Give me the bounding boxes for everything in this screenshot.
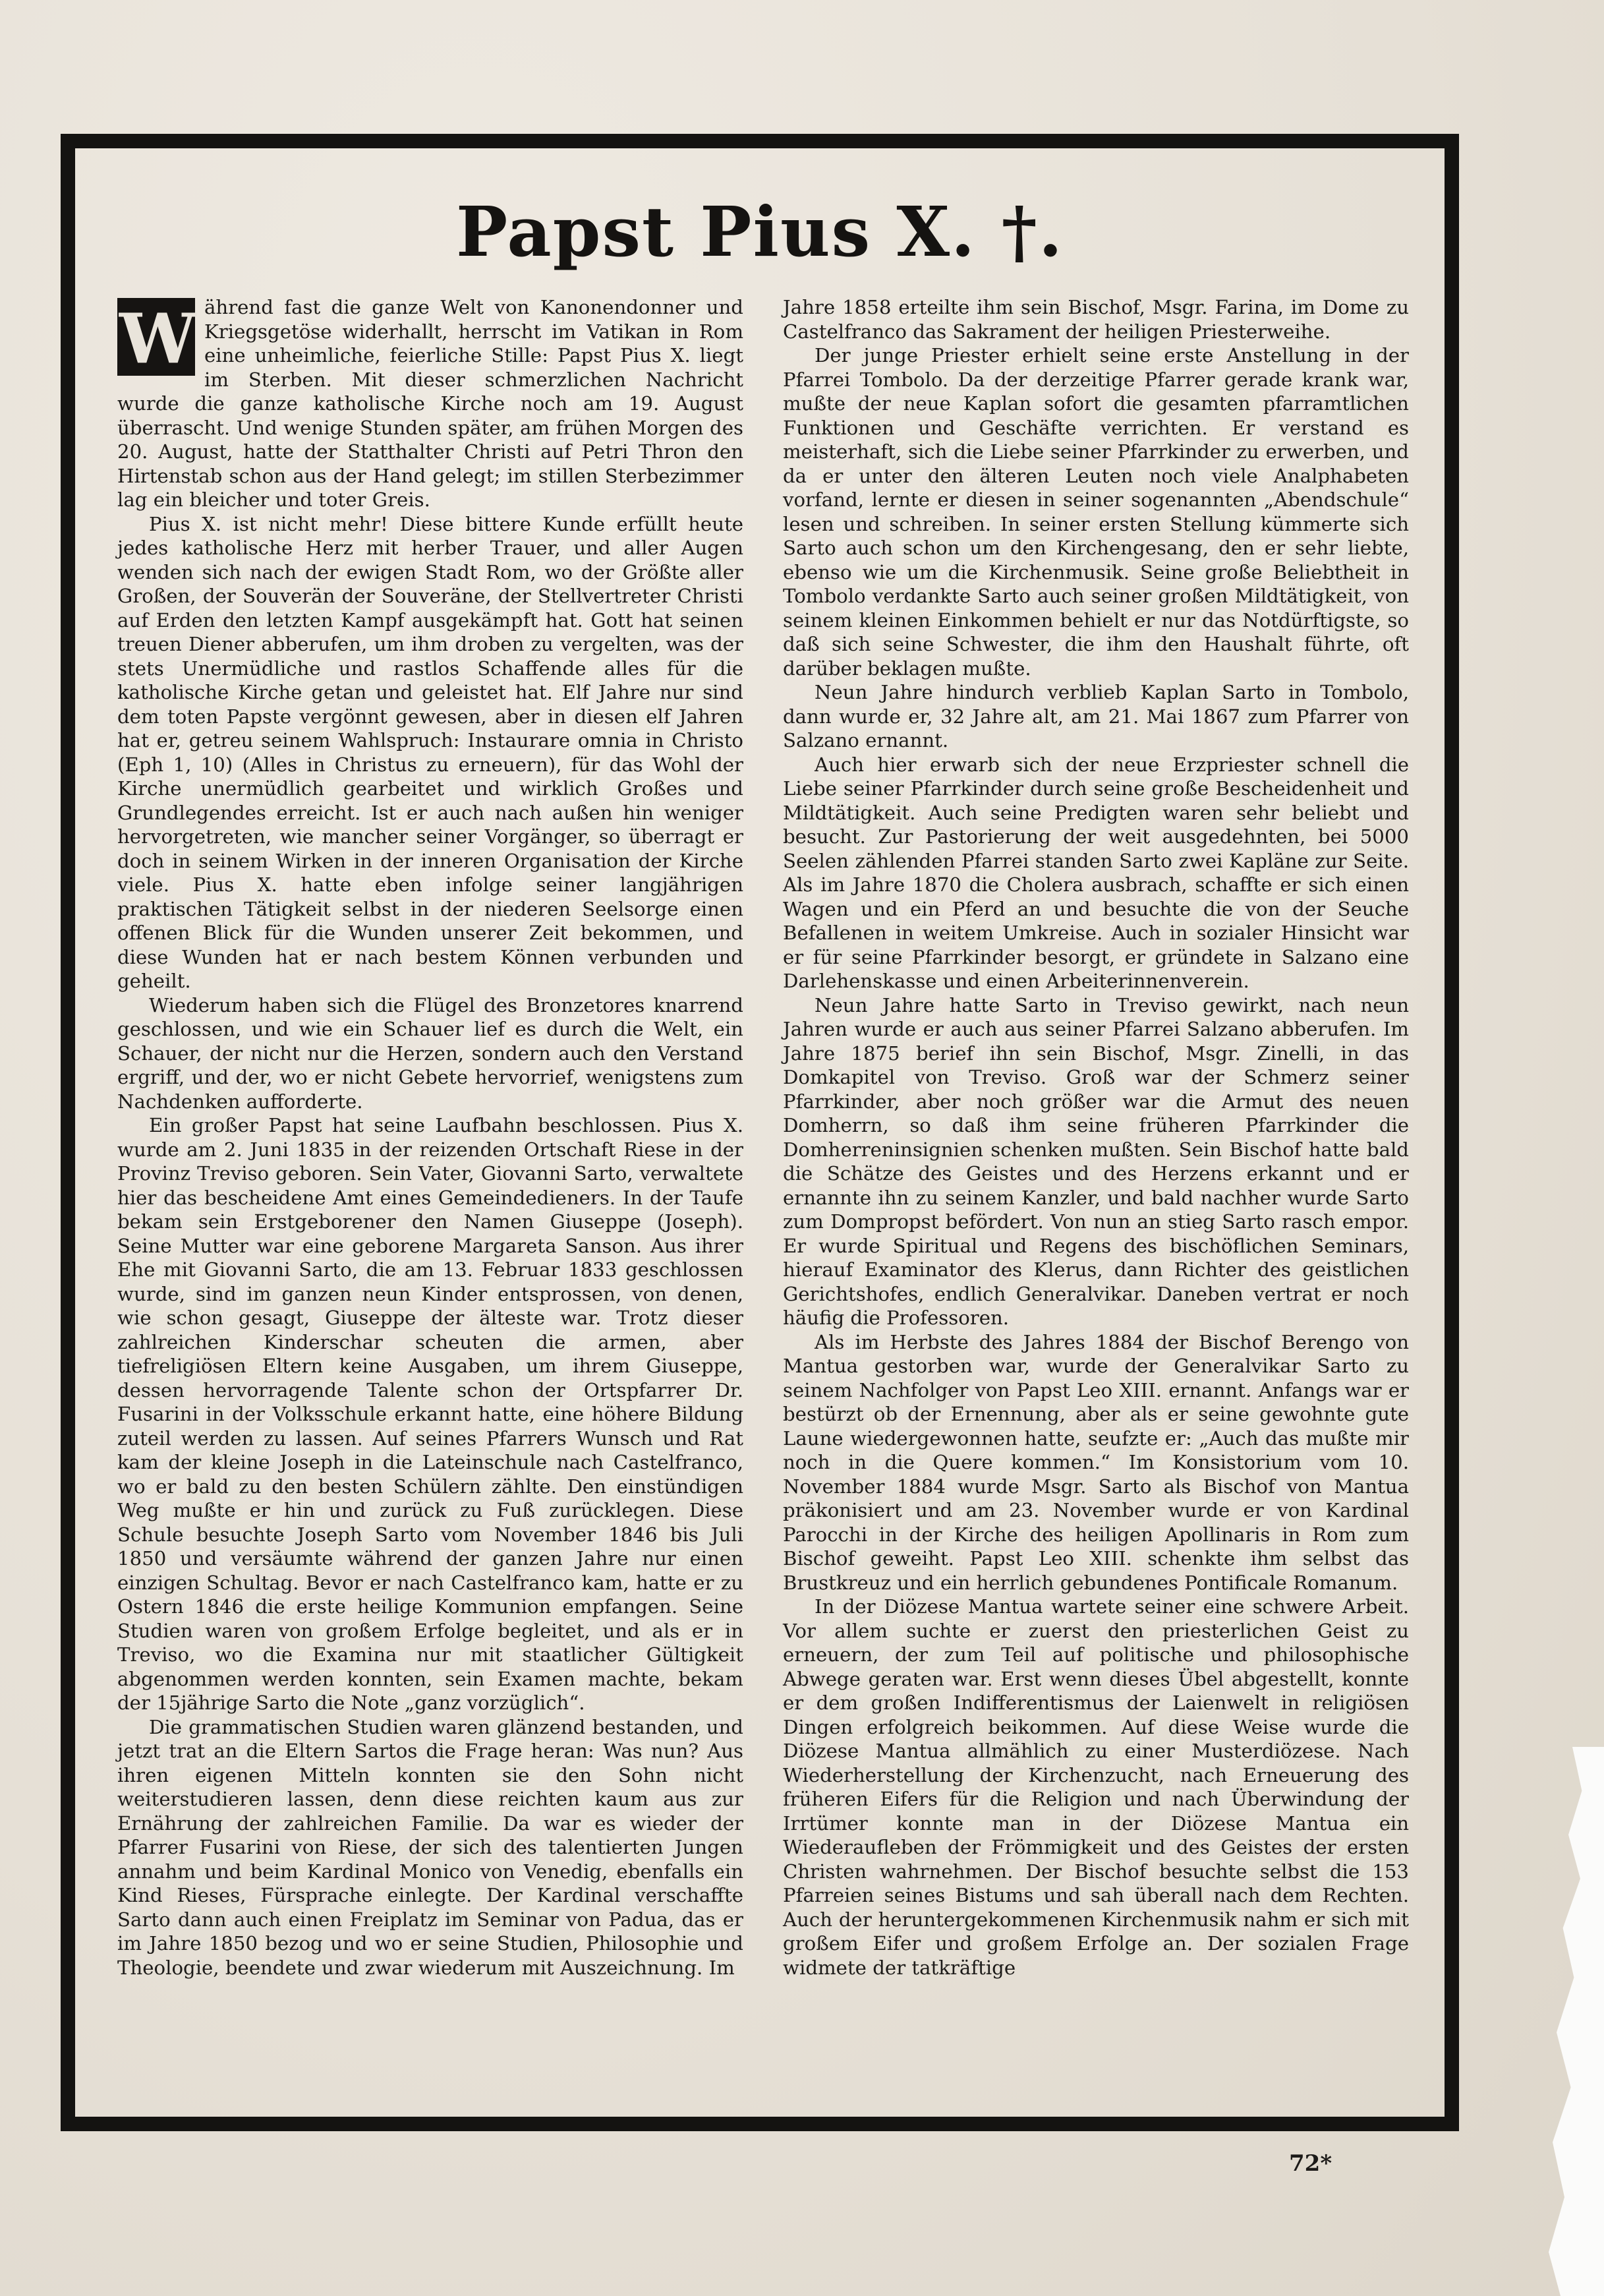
paragraph: Pius X. ist nicht mehr! Diese bittere Kunde erfüllt heute jedes katholische Herz mit herber Trauer, und aller Augen wenden sich nach der ewigen Stadt Rom, wo der Größte aller Großen, der Souverän der Souveräne, der Stellvertreter Christi auf Erden den letzten Kampf ausgekämpft hat. Gott hat seinen treuen Diener abberufen, um ihm droben zu vergelten, was der stets Unermüdliche und rastlos Schaffende alles für die katholische Kirche getan und geleistet hat. Elf Jahre nur sind dem toten Papste vergönnt gewesen, aber in diesen elf Jahren hat er, getreu seinem Wahlspruch: Instaurare omnia in Christo (Eph 1, 10) (Alles in Christus zu erneuern), für das Wohl der Kirche unermüdlich gearbeitet und wirklich Großes und Grundlegendes erreicht. Ist er auch nach außen hin weniger hervorgetreten, wie mancher seiner Vorgänger, so überragt er doch in seinem Wirken in der inneren Organisation der Kirche viele. Pius X. hatte eben infolge seiner langjährigen praktischen Tätigkeit selbst in der niederen Seelsorge einen offenen Blick für die Wunden unserer Zeit bekommen, und diese Wunden hat er nach bestem Können verbunden und geheilt. (117, 512, 743, 992)
left-column (117, 295, 743, 1980)
right-column (783, 295, 1409, 1980)
paragraph: In der Diözese Mantua wartete seiner eine schwere Arbeit. Vor allem suchte er zuerst den priesterlichen Geist zu erneuern, der zum Teil auf politische und philosophische Abwege geraten war. Erst wenn dieses Übel abgestellt, konnte er dem großen Indifferentismus der Laienwelt in religiösen Dingen erfolgreich beikommen. Auf diese Weise wurde die Diözese Mantua allmählich zu einer Musterdiözese. Nach Wiederherstellung der Kirchenzucht, nach Erneuerung des früheren Eifers für die Religion und nach Überwindung der Irrtümer konnte man in der Diözese Mantua ein Wiederaufleben der Frömmigkeit und des Geistes der ersten Christen wahrnehmen. Der Bischof besuchte selbst die 153 Pfarreien seines Bistums und sah überall nach dem Rechten. Auch der heruntergekommenen Kirchenmusik nahm er sich mit großem Eifer und großem Erfolge an. Der sozialen Frage widmete der tatkräftige (783, 1595, 1409, 1979)
paragraph: Als im Herbste des Jahres 1884 der Bischof Berengo von Mantua gestorben war, wurde der Generalvikar Sarto zu seinem Nachfolger von Papst Leo XIII. ernannt. Anfangs war er bestürzt ob der Ernennung, aber als er seine gewohnte gute Laune wiedergewonnen hatte, seufzte er: „Auch das mußte mir noch in die Quere kommen.“ Im Konsistorium vom 10. November 1884 wurde Msgr. Sarto als Bischof von Mantua präkonisiert und am 23. November wurde er von Kardinal Parocchi in der Kirche des heiligen Apollinaris in Rom zum Bischof geweiht. Papst Leo XIII. schenkte ihm selbst das Brustkreuz und ein herrlich gebundenes Pontificale Romanum. (783, 1330, 1409, 1594)
drop-cap: W (117, 298, 195, 376)
paragraph: Die grammatischen Studien waren glänzend bestanden, und jetzt trat an die Eltern Sartos die Frage heran: Was nun? Aus ihren eigenen Mitteln konnten sie den Sohn nicht weiterstudieren lassen, denn diese reichten kaum aus zur Ernährung der zahlreichen Familie. Da war es wieder der Pfarrer Fusarini von Riese, der sich des talentierten Jungen annahm und beim Kardinal Monico von Venedig, ebenfalls ein Kind Rieses, Fürsprache einlegte. Der Kardinal verschaffte Sarto dann auch einen Freiplatz im Seminar von Padua, das er im Jahre 1850 bezog und wo er seine Studien, Philosophie und Theologie, beendete und zwar wiederum mit Auszeichnung. Im (117, 1715, 743, 1979)
paragraph: Neun Jahre hindurch verblieb Kaplan Sarto in Tombolo, dann wurde er, 32 Jahre alt, am 21. Mai 1867 zum Pfarrer von Salzano ernannt. (783, 681, 1409, 751)
paragraph-text: ährend fast die ganze Welt von Kanonendonner und Kriegsgetöse widerhallt, herrscht im Vatikan in Rom eine unheimliche, feierliche Stille: Papst Pius X. liegt im Sterben. Mit dieser schmerzlichen Nachricht wurde die ganze katholische Kirche noch am 19. August überrascht. Und wenige Stunden später, am frühen Morgen des 20. August, hatte der Statthalter Christi auf Petri Thron den Hirtenstab schon aus der Hand gelegt; im stillen Sterbezimmer lag ein bleicher und toter Greis. (117, 296, 743, 511)
page-number: 72* (1289, 2150, 1332, 2177)
paragraph: Wiederum haben sich die Flügel des Bronzetores knarrend geschlossen, und wie ein Schauer lief es durch die Welt, ein Schauer, der nicht nur die Herzen, sondern auch den Verstand ergriff, und der, wo er nicht Gebete hervorrief, wenigstens zum Nachdenken aufforderte. (117, 993, 743, 1113)
paragraph: Auch hier erwarb sich der neue Erzpriester schnell die Liebe seiner Pfarrkinder durch seine große Bescheidenheit und Mildtätigkeit. Auch seine Predigten waren sehr beliebt und besucht. Zur Pastorierung der weit ausgedehnten, bei 5000 Seelen zählenden Pfarrei standen Sarto zwei Kapläne zur Seite. Als im Jahre 1870 die Cholera ausbrach, schaffte er sich einen Wagen und ein Pferd an und besuchte die von der Seuche Befallenen in weitem Umkreise. Auch in sozialer Hinsicht war er für seine Pfarrkinder besorgt, er gründete in Salzano eine Darlehenskasse und einen Arbeiterinnenverein. (783, 753, 1409, 992)
paragraph: Der junge Priester erhielt seine erste Anstellung in der Pfarrei Tombolo. Da der derzeitige Pfarrer gerade krank war, mußte der neue Kaplan sofort die gesamten pfarramtlichen Funktionen und Geschäfte verrichten. Er verstand es meisterhaft, sich die Liebe seiner Pfarrkinder zu erwerben, und da er unter den älteren Leuten noch viele Analphabeten vorfand, lernte er diesen in seiner sogenannten „Abendschule“ lesen und schreiben. In seiner ersten Stellung kümmerte sich Sarto auch schon um den Kirchengesang, den er sehr liebte, ebenso wie um die Kirchenmusik. Seine große Beliebtheit in Tombolo verdankte Sarto auch seiner großen Mildtätigkeit, von seinem kleinen Einkommen behielt er nur das Notdürftigste, so daß sich seine Schwester, die ihm den Haushalt führte, oft darüber beklagen mußte. (783, 344, 1409, 680)
article-title: Papst Pius X. †. (455, 191, 1064, 272)
paragraph: Neun Jahre hatte Sarto in Treviso gewirkt, nach neun Jahren wurde er auch aus seiner Pfarrei Salzano abberufen. Im Jahre 1875 berief ihn sein Bischof, Msgr. Zinelli, in das Domkapitel von Treviso. Groß war der Schmerz seiner Pfarrkinder, aber noch größer war die Armut des neuen Domherrn, so daß ihm seine früheren Pfarrkinder die Domherreninsignien schenken mußten. Sein Bischof hatte bald die Schätze des Geistes und des Herzens erkannt und er ernannte ihn zu seinem Kanzler, und bald nachher wurde Sarto zum Dompropst befördert. Von nun an stieg Sarto rasch empor. Er wurde Spiritual und Regens des bischöflichen Seminars, hierauf Examinator des Klerus, dann Richter des geistlichen Gerichtshofes, endlich Generalvikar. Daneben vertrat er noch häufig die Professoren. (783, 993, 1409, 1329)
paragraph: Jahre 1858 erteilte ihm sein Bischof, Msgr. Farina, im Dome zu Castelfranco das Sakrament der heiligen Priesterweihe. (783, 296, 1409, 343)
paragraph: Ein großer Papst hat seine Laufbahn beschlossen. Pius X. wurde am 2. Juni 1835 in der reizenden Ortschaft Riese in der Provinz Treviso geboren. Sein Vater, Giovanni Sarto, verwaltete hier das bescheidene Amt eines Gemeindedieners. In der Taufe bekam sein Erstgeborener den Namen Giuseppe (Joseph). Seine Mutter war eine geborene Margareta Sanson. Aus ihrer Ehe mit Giovanni Sarto, die am 13. Februar 1833 geschlossen wurde, sind im ganzen neun Kinder entsprossen, von denen, wie schon gesagt, Giuseppe der älteste war. Trotz dieser zahlreichen Kinderschar scheuten die armen, aber tiefreligiösen Eltern keine Ausgaben, um ihrem Giuseppe, dessen hervorragende Talente schon der Ortspfarrer Dr. Fusarini in der Volksschule erkannt hatte, eine höhere Bildung zuteil werden zu lassen. Auf seines Pfarrers Wunsch und Rat kam der kleine Joseph in die Lateinschule nach Castelfranco, wo er bald zu den besten Schülern zählte. Den einstündigen Weg mußte er hin und zurück zu Fuß zurücklegen. Diese Schule besuchte Joseph Sarto vom November 1846 bis Juli 1850 und versäumte während der ganzen Jahre nur einen einzigen Schultag. Bevor er nach Castelfranco kam, hatte er zu Ostern 1846 die erste heilige Kommunion empfangen. Seine Studien waren von großem Erfolge begleitet, und als er in Treviso, wo die Examina nur mit staatlicher Gültigkeit abgenommen werden konnten, sein Examen machte, bekam der 15jährige Sarto die Note „ganz vorzüglich“. (117, 1114, 743, 1714)
paragraph (117, 295, 743, 512)
